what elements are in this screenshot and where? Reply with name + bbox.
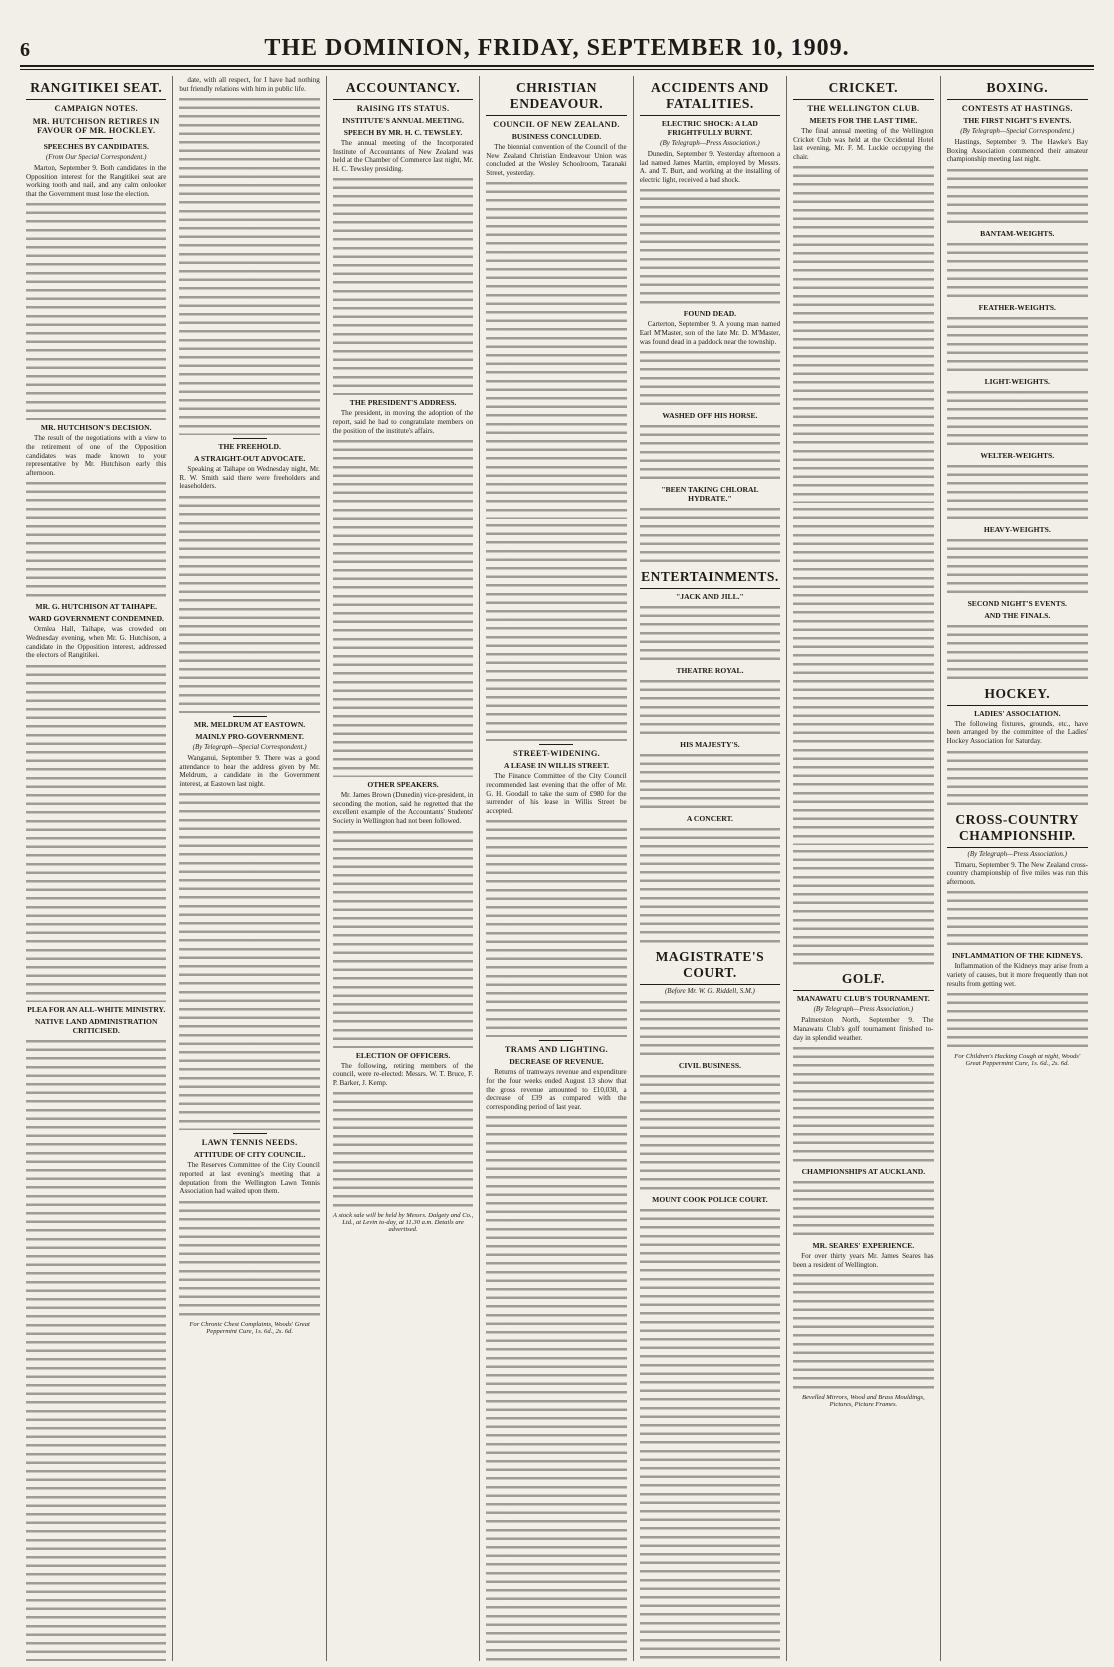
article-text-block	[486, 1113, 626, 1661]
article-text-block	[947, 240, 1088, 300]
minor-heading: LIGHT-WEIGHTS.	[984, 376, 1050, 386]
masthead	[20, 34, 1094, 67]
article-paragraph: Carterton, September 9. A young man named Earl M'Master, son of the late Mr. D. M'Master, was found dead in a paddock near the township.	[639, 320, 781, 346]
minor-heading: A CONCERT.	[686, 814, 733, 824]
column-7	[941, 76, 1094, 1661]
minor-heading: THE FREEHOLD.	[218, 442, 281, 452]
sub-heading: STREET-WIDENING.	[512, 749, 601, 759]
minor-heading: MOUNT COOK POLICE COURT.	[652, 1195, 768, 1205]
byline: (Before Mr. W. G. Riddell, S.M.)	[664, 987, 755, 996]
article-text-block	[640, 348, 780, 408]
minor-heading: CIVIL BUSINESS.	[678, 1061, 741, 1071]
minor-heading: MAINLY PRO-GOVERNMENT.	[195, 731, 304, 741]
article-text-block	[640, 1206, 780, 1661]
article-text-block	[26, 479, 166, 599]
article-text-block	[947, 166, 1088, 226]
article-text-block	[947, 888, 1088, 948]
minor-heading: FOUND DEAD.	[683, 309, 737, 319]
minor-heading: WASHED OFF HIS HORSE.	[662, 411, 758, 421]
column-1	[20, 76, 173, 1661]
minor-heading: MR. HUTCHISON'S DECISION.	[40, 423, 152, 433]
article-paragraph: Palmerston North, September 9. The Manawatu Club's golf tournament finished to-day in splendid weather.	[793, 1016, 934, 1042]
minor-heading: WELTER-WEIGHTS.	[980, 450, 1055, 460]
article-text-block	[947, 388, 1088, 448]
section-heading: CRICKET.	[793, 80, 933, 100]
page-number: 6	[20, 39, 30, 61]
article-text-block	[640, 825, 780, 945]
divider	[233, 438, 267, 439]
column-2	[173, 76, 326, 1661]
article-text-block	[947, 314, 1088, 374]
article-paragraph: Wanganui, September 9. There was a good attendance to hear the address given by Mr. Meldrum, a candidate in the Government interest, at Eastown last night.	[179, 753, 320, 788]
sub-heading: TRAMS AND LIGHTING.	[504, 1045, 609, 1055]
minor-heading: BANTAM-WEIGHTS.	[980, 228, 1055, 238]
section-heading: GOLF.	[793, 971, 933, 991]
minor-heading: FEATHER-WEIGHTS.	[978, 302, 1056, 312]
article-text-block	[947, 748, 1088, 808]
minor-heading: AND THE FINALS.	[984, 610, 1051, 620]
article-paragraph: Hastings, September 9. The Hawke's Bay Boxing Association commenced their amateur championship meeting last night.	[946, 138, 1088, 164]
article-text-block	[640, 186, 780, 306]
article-paragraph: Marton, September 9. Both candidates in the Opposition interest for the Rangitikei seat are working tooth and nail, and any calm onlooker that the Government must lose the election.	[26, 164, 167, 198]
advertisement: For Children's Hacking Cough at night, Woods' Great Peppermint Cure, 1s. 6d., 2s. 6d.	[954, 1053, 1081, 1068]
article-text-block	[793, 847, 933, 967]
article-text-block	[333, 828, 473, 1048]
article-text-block	[486, 817, 626, 1037]
section-heading: HOCKEY.	[947, 686, 1088, 706]
article-text-block	[179, 95, 319, 435]
minor-heading: HEAVY-WEIGHTS.	[983, 524, 1051, 534]
section-heading: BOXING.	[947, 80, 1088, 100]
divider	[79, 138, 113, 139]
minor-heading: A STRAIGHT-OUT ADVOCATE.	[193, 454, 306, 464]
article-text-block	[793, 163, 933, 503]
article-paragraph: date, with all respect, for I have had nothing but friendly relations with him in public life.	[179, 76, 320, 93]
section-heading: CHRISTIAN ENDEAVOUR.	[486, 80, 626, 116]
byline: (By Telegraph—Special Correspondent.)	[960, 127, 1075, 135]
advertisement: A stock sale will be held by Messrs. Dalgety and Co., Ltd., at Levin to-day, at 11.30 a.m. Details are advertised.	[332, 1212, 474, 1234]
minor-heading: BUSINESS CONCLUDED.	[511, 132, 602, 141]
minor-heading: NATIVE LAND ADMINISTRATION CRITICISED.	[34, 1016, 158, 1035]
minor-heading: MEETS FOR THE LAST TIME.	[809, 116, 918, 125]
minor-heading: "BEEN TAKING CHLORAL HYDRATE."	[661, 485, 759, 504]
minor-heading: WARD GOVERNMENT CONDEMNED.	[28, 614, 164, 624]
article-text-block	[793, 1271, 933, 1391]
minor-heading: LADIES' ASSOCIATION.	[974, 708, 1061, 718]
advertisement: Bevelled Mirrors, Wood and Brass Mouldings, Pictures, Picture Frames.	[801, 1394, 925, 1409]
columns	[20, 76, 1094, 1661]
article-text-block	[333, 175, 473, 395]
byline: (By Telegraph—Special Correspondent.)	[192, 742, 307, 751]
article-paragraph: The final annual meeting of the Wellington Cricket Club was held at the Occidental Hotel last evening, Mr. F. M. Luckie occupying the chair.	[793, 127, 934, 161]
minor-heading: SPEECH BY MR. H. C. TEWSLEY.	[343, 128, 463, 137]
column-5	[634, 76, 787, 1661]
minor-heading: THE PRESIDENT'S ADDRESS.	[349, 398, 457, 408]
article-text-block	[640, 603, 780, 663]
minor-heading: HIS MAJESTY'S.	[680, 740, 740, 750]
article-text-block	[333, 437, 473, 777]
sub-heading: CAMPAIGN NOTES.	[54, 104, 138, 113]
divider	[539, 1040, 573, 1041]
minor-heading: ELECTION OF OFFICERS.	[355, 1050, 451, 1060]
byline: (By Telegraph—Press Association.)	[813, 1005, 914, 1014]
minor-heading: ELECTRIC SHOCK: A LAD FRIGHTFULLY BURNT.	[661, 119, 758, 137]
sub-heading: RAISING ITS STATUS.	[356, 104, 450, 113]
article-text-block	[179, 493, 319, 713]
article-text-block	[486, 521, 626, 741]
divider	[539, 744, 573, 745]
masthead-rule	[20, 69, 1094, 70]
article-text-block	[947, 536, 1088, 596]
minor-heading: SPEECHES BY CANDIDATES.	[43, 142, 149, 151]
article-text-block	[640, 998, 780, 1058]
article-paragraph: The Reserves Committee of the City Council reported at last evening's meeting that a deputation from the Wellington Lawn Tennis Association had waited upon them.	[179, 1161, 320, 1196]
article-text-block	[333, 1089, 473, 1209]
minor-heading: "JACK AND JILL."	[676, 592, 744, 602]
article-text-block	[26, 1037, 166, 1661]
article-text-block	[26, 200, 166, 420]
minor-heading: MR. G. HUTCHISON AT TAIHAPE.	[35, 602, 157, 612]
article-paragraph: The annual meeting of the Incorporated Institute of Accountants of New Zealand was held at the Chamber of Commerce last night, Mr. H. C. Tewsley presiding.	[332, 139, 474, 173]
article-text-block	[179, 790, 319, 1130]
article-paragraph: Mr. James Brown (Dunedin) vice-president, in seconding the motion, said he regretted that the excellent example of the Accountants' Students' Society in Wellington had not been followed.	[332, 791, 474, 825]
minor-heading: PLEA FOR AN ALL-WHITE MINISTRY.	[27, 1004, 166, 1014]
minor-heading: DECREASE OF REVENUE.	[509, 1057, 604, 1067]
article-paragraph: For over thirty years Mr. James Seares has been a resident of Wellington.	[793, 1252, 934, 1269]
section-heading: MAGISTRATE'S COURT.	[640, 949, 780, 985]
sub-heading: COUNCIL OF NEW ZEALAND.	[493, 120, 620, 129]
article-paragraph: Inflammation of the Kidneys may arise from a variety of causes, but it more frequently than not results from getting wet.	[946, 962, 1088, 988]
section-heading: ACCIDENTS AND FATALITIES.	[640, 80, 780, 116]
article-paragraph: The biennial convention of the Council of the New Zealand Christian Endeavour Union was concluded at the Wesley Schoolroom, Taranaki Street, yesterday.	[486, 143, 627, 177]
byline: (By Telegraph—Press Association.)	[660, 139, 760, 147]
article-text-block	[26, 662, 166, 1002]
article-paragraph: Dunedin, September 9. Yesterday afternoon a lad named James Martin, employed by Messrs. A. and T. Burt, and working at the installing of electric light, received a bad shock.	[639, 150, 781, 184]
newspaper-title: THE DOMINION, FRIDAY, SEPTEMBER 10, 1909.	[264, 35, 850, 61]
article-text-block	[640, 677, 780, 737]
article-text-block	[640, 1072, 780, 1192]
section-heading: ACCOUNTANCY.	[333, 80, 473, 100]
article-paragraph: The following, retiring members of the council, were re-elected: Messrs. W. T. Bruce, F. P. Barker, J. Kemp.	[332, 1061, 474, 1087]
article-text-block	[947, 622, 1088, 682]
minor-heading: CHAMPIONSHIPS AT AUCKLAND.	[801, 1167, 926, 1177]
article-text-block	[179, 1198, 319, 1318]
sub-heading: CONTESTS AT HASTINGS.	[961, 104, 1073, 113]
article-text-block	[486, 179, 626, 519]
minor-heading: THE FIRST NIGHT'S EVENTS.	[963, 116, 1072, 125]
byline: (By Telegraph—Press Association.)	[967, 849, 1068, 858]
minor-heading: MR. SEARES' EXPERIENCE.	[812, 1241, 915, 1251]
article-paragraph: Ormlea Hall, Taihape, was crowded on Wednesday evening, when Mr. G. Hutchison, a candidate in the Opposition interest, addressed the electors of Rangitikei.	[26, 625, 167, 660]
article-text-block	[640, 751, 780, 811]
sub-heading: THE WELLINGTON CLUB.	[807, 104, 920, 113]
divider	[233, 1133, 267, 1134]
article-paragraph: Timaru, September 9. The New Zealand cross-country championship of five miles was run this afternoon.	[946, 860, 1088, 886]
column-3	[327, 76, 480, 1661]
section-heading: ENTERTAINMENTS.	[640, 569, 780, 589]
article-text-block	[793, 505, 933, 845]
minor-heading: MR. MELDRUM AT EASTOWN.	[194, 719, 306, 729]
section-heading: CROSS-COUNTRY CHAMPIONSHIP.	[947, 812, 1088, 848]
minor-heading: THEATRE ROYAL.	[676, 666, 744, 676]
minor-heading: INSTITUTE'S ANNUAL MEETING.	[342, 116, 464, 125]
article-text-block	[947, 990, 1088, 1050]
minor-heading: ATTITUDE OF CITY COUNCIL.	[193, 1150, 306, 1160]
byline: (From Our Special Correspondent.)	[45, 153, 147, 161]
sub-heading: LAWN TENNIS NEEDS.	[201, 1138, 298, 1148]
article-paragraph: The result of the negotiations with a view to the retirement of one of the Opposition candidates was made known to your representative by Mr. Hutchison early this afternoon.	[26, 434, 167, 477]
minor-heading: INFLAMMATION OF THE KIDNEYS.	[951, 951, 1083, 961]
article-paragraph: The following fixtures, grounds, etc., have been arranged by the committee of the Ladies' Hockey Association for Saturday.	[946, 719, 1088, 745]
divider	[233, 716, 267, 717]
article-paragraph: Returns of tramways revenue and expenditure for the four weeks ended August 13 show that the gross revenue amounted to £10,030, a decrease of £39 as compared with the corresponding period of last year.	[486, 1068, 627, 1111]
minor-heading: SECOND NIGHT'S EVENTS.	[967, 598, 1067, 608]
article-paragraph: The Finance Committee of the City Council recommended last evening that the offer of Mr. G. H. Goodall to take the sum of £980 for the surrender of his lease in Willis Street be accepted.	[486, 772, 627, 815]
minor-heading: OTHER SPEAKERS.	[367, 780, 439, 790]
column-6	[787, 76, 940, 1661]
minor-heading: MANAWATU CLUB'S TOURNAMENT.	[796, 994, 930, 1004]
article-text-block	[640, 422, 780, 482]
minor-heading: A LEASE IN WILLIS STREET.	[503, 761, 609, 771]
article-text-block	[793, 1044, 933, 1164]
article-text-block	[640, 505, 780, 565]
article-text-block	[947, 462, 1088, 522]
column-4	[480, 76, 633, 1661]
article-paragraph: The president, in moving the adoption of the report, said he had to congratulate members on the position of the institute's affairs.	[332, 409, 474, 435]
article-paragraph: Speaking at Taihape on Wednesday night, Mr. R. W. Smith said there were freeholders and leaseholders.	[179, 465, 320, 491]
sub-heading: MR. HUTCHISON RETIRES IN FAVOUR OF MR. HOCKLEY.	[32, 117, 160, 135]
section-heading: RANGITIKEI SEAT.	[26, 80, 166, 100]
article-text-block	[793, 1178, 933, 1238]
advertisement: For Chronic Chest Complaints, Woods' Great Peppermint Cure, 1s. 6d., 2s. 6d.	[189, 1320, 310, 1335]
